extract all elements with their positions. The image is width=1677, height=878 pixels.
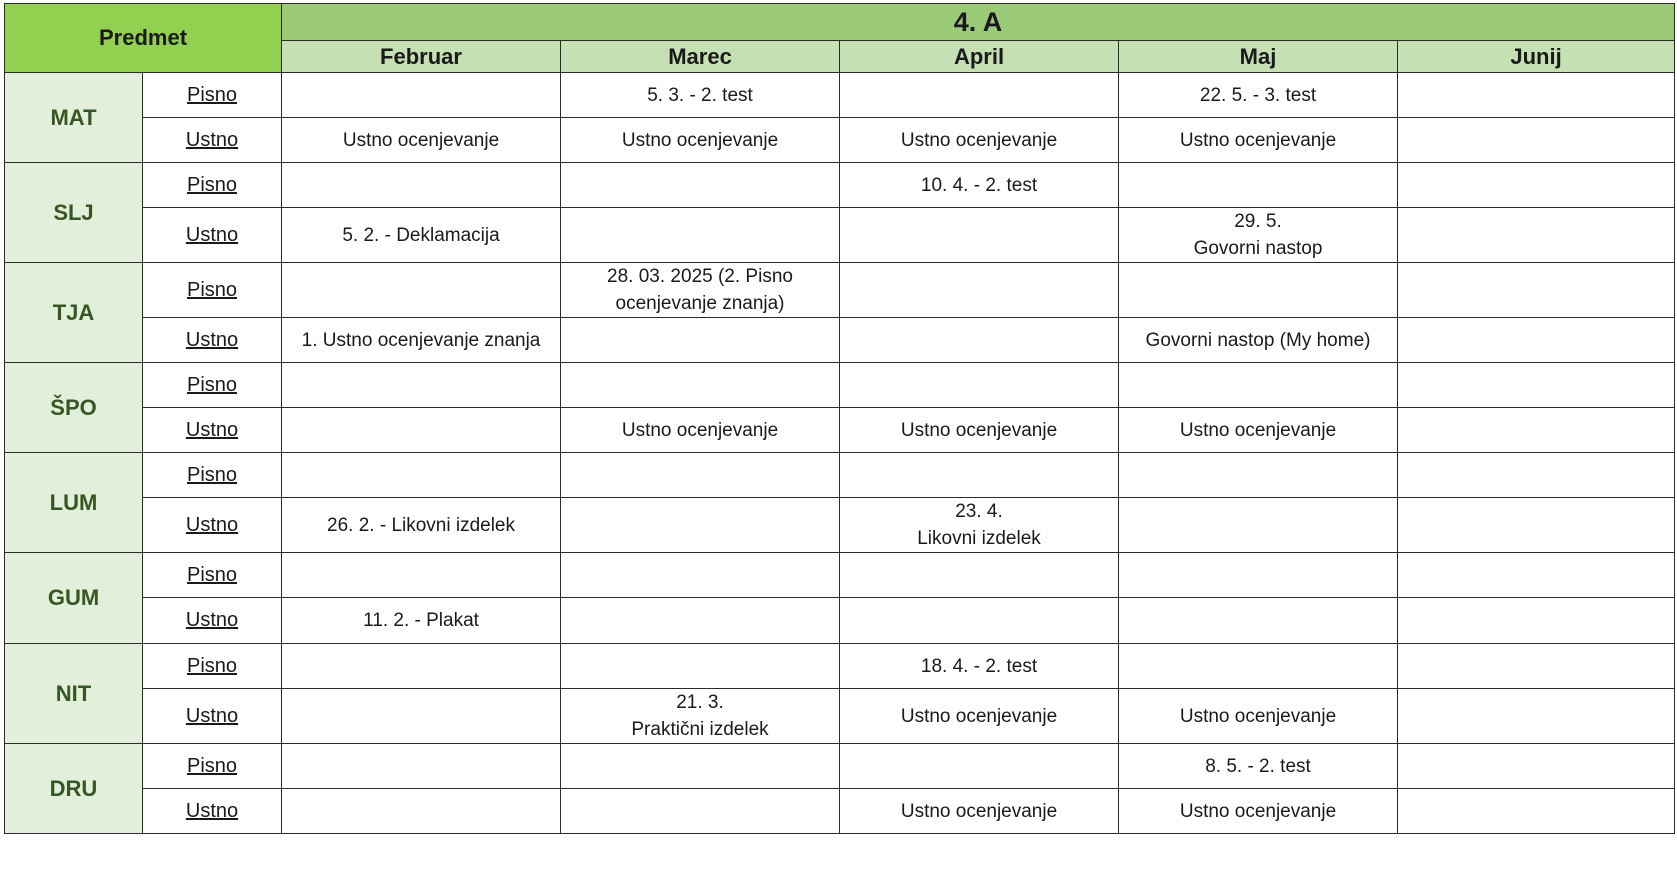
schedule-cell: 18. 4. - 2. test: [840, 644, 1119, 689]
table-row: [5, 163, 1675, 208]
subject-name: SLJ: [5, 163, 143, 263]
schedule-cell: [1119, 644, 1398, 689]
schedule-cell: [1398, 318, 1675, 363]
schedule-cell: [561, 789, 840, 834]
assessment-schedule-table: [4, 3, 1675, 834]
assessment-type-label: Ustno: [143, 118, 282, 163]
schedule-cell: Ustno ocenjevanje: [561, 118, 840, 163]
assessment-type-label: Pisno: [143, 263, 282, 318]
subject-name: LUM: [5, 453, 143, 553]
schedule-cell: Govorni nastop (My home): [1119, 318, 1398, 363]
schedule-cell: [282, 744, 561, 789]
schedule-cell: [1398, 363, 1675, 408]
schedule-cell: [1398, 118, 1675, 163]
month-header-june: Junij: [1398, 41, 1675, 73]
schedule-cell: 1. Ustno ocenjevanje znanja: [282, 318, 561, 363]
subject-name: MAT: [5, 73, 143, 163]
schedule-cell: [561, 553, 840, 598]
class-title: 4. A: [282, 4, 1675, 41]
schedule-cell: Ustno ocenjevanje: [282, 118, 561, 163]
schedule-cell: [561, 208, 840, 263]
schedule-cell: [561, 498, 840, 553]
schedule-cell: [282, 453, 561, 498]
table-row: [5, 453, 1675, 498]
schedule-cell: 5. 3. - 2. test: [561, 73, 840, 118]
schedule-cell: 22. 5. - 3. test: [1119, 73, 1398, 118]
schedule-cell: [1398, 598, 1675, 644]
schedule-cell: [282, 73, 561, 118]
schedule-cell: [561, 598, 840, 644]
table-row: [5, 408, 1675, 453]
month-header-may: Maj: [1119, 41, 1398, 73]
month-header-march: Marec: [561, 41, 840, 73]
schedule-cell: 5. 2. - Deklamacija: [282, 208, 561, 263]
assessment-type-label: Pisno: [143, 363, 282, 408]
schedule-cell: [1119, 553, 1398, 598]
assessment-type-label: Pisno: [143, 553, 282, 598]
subject-name: ŠPO: [5, 363, 143, 453]
schedule-cell: [840, 263, 1119, 318]
table-row: [5, 744, 1675, 789]
schedule-cell: [561, 744, 840, 789]
schedule-cell: [1398, 73, 1675, 118]
schedule-cell: [282, 553, 561, 598]
schedule-cell: 10. 4. - 2. test: [840, 163, 1119, 208]
subject-name: GUM: [5, 553, 143, 644]
subject-name: TJA: [5, 263, 143, 363]
schedule-cell: 11. 2. - Plakat: [282, 598, 561, 644]
schedule-cell: Ustno ocenjevanje: [1119, 408, 1398, 453]
schedule-cell: [1398, 553, 1675, 598]
table-row: [5, 263, 1675, 318]
schedule-cell: [1398, 263, 1675, 318]
schedule-cell: 23. 4. Likovni izdelek: [840, 498, 1119, 553]
schedule-cell: [1119, 263, 1398, 318]
table-row: [5, 789, 1675, 834]
schedule-cell: 26. 2. - Likovni izdelek: [282, 498, 561, 553]
table-row: [5, 318, 1675, 363]
schedule-cell: Ustno ocenjevanje: [1119, 689, 1398, 744]
schedule-cell: [282, 408, 561, 453]
schedule-cell: [1398, 744, 1675, 789]
assessment-type-label: Pisno: [143, 163, 282, 208]
schedule-cell: [561, 163, 840, 208]
assessment-type-label: Pisno: [143, 453, 282, 498]
schedule-cell: Ustno ocenjevanje: [840, 118, 1119, 163]
assessment-type-label: Ustno: [143, 208, 282, 263]
schedule-cell: [282, 363, 561, 408]
schedule-cell: [1119, 498, 1398, 553]
schedule-cell: [840, 553, 1119, 598]
assessment-type-label: Ustno: [143, 408, 282, 453]
schedule-cell: [1119, 598, 1398, 644]
schedule-cell: [1398, 453, 1675, 498]
table-row: [5, 553, 1675, 598]
month-header-april: April: [840, 41, 1119, 73]
assessment-type-label: Pisno: [143, 644, 282, 689]
schedule-cell: [1398, 644, 1675, 689]
subject-column-header: Predmet: [5, 4, 282, 73]
assessment-type-label: Ustno: [143, 598, 282, 644]
table-row: [5, 689, 1675, 744]
schedule-cell: 21. 3. Praktični izdelek: [561, 689, 840, 744]
table-row: [5, 644, 1675, 689]
schedule-cell: Ustno ocenjevanje: [840, 408, 1119, 453]
table-row: [5, 363, 1675, 408]
schedule-cell: [840, 363, 1119, 408]
schedule-cell: [561, 644, 840, 689]
schedule-cell: [840, 598, 1119, 644]
schedule-cell: [282, 644, 561, 689]
subject-name: DRU: [5, 744, 143, 834]
table-row: [5, 118, 1675, 163]
schedule-cell: Ustno ocenjevanje: [561, 408, 840, 453]
assessment-type-label: Ustno: [143, 789, 282, 834]
schedule-cell: [840, 318, 1119, 363]
schedule-cell: [840, 453, 1119, 498]
schedule-cell: [1119, 453, 1398, 498]
table-row: [5, 73, 1675, 118]
schedule-cell: [561, 363, 840, 408]
assessment-type-label: Ustno: [143, 318, 282, 363]
schedule-cell: [840, 744, 1119, 789]
assessment-type-label: Pisno: [143, 73, 282, 118]
table-row: [5, 498, 1675, 553]
schedule-cell: Ustno ocenjevanje: [1119, 789, 1398, 834]
schedule-cell: [1398, 408, 1675, 453]
assessment-type-label: Ustno: [143, 498, 282, 553]
schedule-cell: [1119, 363, 1398, 408]
schedule-cell: [282, 263, 561, 318]
schedule-cell: [840, 73, 1119, 118]
schedule-cell: [282, 163, 561, 208]
schedule-cell: [282, 689, 561, 744]
schedule-cell: 8. 5. - 2. test: [1119, 744, 1398, 789]
schedule-cell: [1398, 689, 1675, 744]
schedule-cell: Ustno ocenjevanje: [840, 689, 1119, 744]
subject-name: NIT: [5, 644, 143, 744]
schedule-cell: [1398, 789, 1675, 834]
schedule-cell: [1119, 163, 1398, 208]
schedule-cell: [561, 453, 840, 498]
assessment-type-label: Pisno: [143, 744, 282, 789]
schedule-cell: 28. 03. 2025 (2. Pisno ocenjevanje znanja): [561, 263, 840, 318]
table-row: [5, 598, 1675, 644]
table-row: [5, 208, 1675, 263]
schedule-cell: [840, 208, 1119, 263]
assessment-type-label: Ustno: [143, 689, 282, 744]
schedule-cell: [1398, 208, 1675, 263]
month-header-february: Februar: [282, 41, 561, 73]
schedule-cell: [1398, 498, 1675, 553]
schedule-cell: [282, 789, 561, 834]
schedule-cell: Ustno ocenjevanje: [1119, 118, 1398, 163]
schedule-cell: 29. 5. Govorni nastop: [1119, 208, 1398, 263]
schedule-cell: [1398, 163, 1675, 208]
schedule-cell: [561, 318, 840, 363]
schedule-cell: Ustno ocenjevanje: [840, 789, 1119, 834]
schedule-body: [5, 73, 1675, 834]
